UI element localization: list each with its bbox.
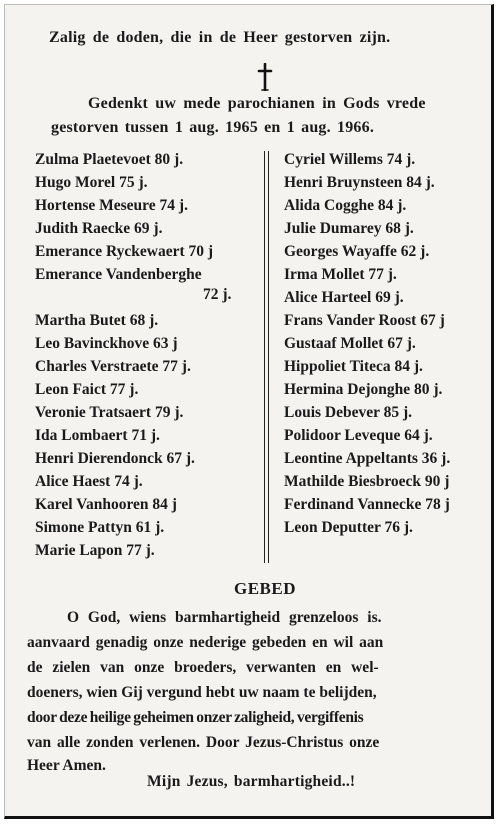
cross-icon [255,63,275,91]
list-item: Alice Haest 74 j. [35,473,143,490]
list-item: Charles Verstraete 77 j. [35,358,191,375]
prayer-line: Heer Amen. [27,757,106,774]
list-item: Henri Dierendonck 67 j. [35,450,195,467]
list-item: Cyriel Willems 74 j. [284,151,416,168]
memorial-card [4,4,494,819]
list-item: Leon Deputter 76 j. [284,519,413,536]
list-item: Hermina Dejonghe 80 j. [284,381,443,398]
list-item: Leo Bavinckhove 63 j [35,335,178,352]
intro-line: gestorven tussen 1 aug. 1965 en 1 aug. 1966. [51,119,375,136]
list-item: Leon Faict 77 j. [35,381,139,398]
list-item: Louis Debever 85 j. [284,404,413,421]
list-item: Zulma Plaetevoet 80 j. [35,151,184,168]
prayer-line: O God, wiens barmhartigheid grenzeloos is. [67,609,382,626]
heading: Zalig de doden, die in de Heer gestorven zijn. [49,29,391,46]
list-item: Gustaaf Mollet 67 j. [284,335,416,352]
closing-line: Mijn Jezus, barmhartigheid..! [147,773,356,790]
prayer-line: doeners, wien Gij vergund hebt uw naam te belijden, [27,684,377,701]
column-divider [264,151,265,563]
prayer-line: aanvaard genadig onze nederige gebeden en wil aan [27,634,384,651]
prayer-line: van alle zonden verlenen. Door Jezus-Christus onze [27,734,380,751]
list-item: Martha Butet 68 j. [35,312,159,329]
list-item: Hippoliet Titeca 84 j. [284,358,423,375]
prayer-line: de zielen van onze broeders, verwanten en wel- [27,659,379,676]
list-item: Ferdinand Vannecke 78 j [284,496,450,513]
list-item: Irma Mollet 77 j. [284,266,397,283]
list-item: Emerance Ryckewaert 70 j [35,243,214,260]
prayer-title: GEBED [234,579,297,598]
list-item: Mathilde Biesbroeck 90 j [284,473,450,490]
list-item: Ida Lombaert 71 j. [35,427,160,444]
list-item: Polidoor Leveque 64 j. [284,427,433,444]
list-item: Emerance Vandenberghe [35,266,202,283]
list-item: Simone Pattyn 61 j. [35,519,165,536]
list-item: Veronie Tratsaert 79 j. [35,404,184,421]
list-item: Henri Bruynsteen 84 j. [284,174,435,191]
list-item: Karel Vanhooren 84 j [35,496,177,513]
list-item: Alida Cogghe 84 j. [284,197,407,214]
list-item: Julie Dumarey 68 j. [284,220,414,237]
list-item: Hortense Meseure 74 j. [35,197,188,214]
intro-line: Gedenkt uw mede parochianen in Gods vrede [88,95,426,112]
list-item: Leontine Appeltants 36 j. [284,450,451,467]
list-item: Frans Vander Roost 67 j [284,312,445,329]
list-item-continuation: 72 j. [203,286,232,303]
list-item: Hugo Morel 75 j. [35,174,148,191]
prayer-line: door deze heilige geheimen onzer zaligheid, vergiffenis [27,709,364,726]
list-item: Judith Raecke 69 j. [35,220,163,237]
column-divider [268,151,269,563]
list-item: Alice Harteel 69 j. [284,289,404,306]
list-item: Marie Lapon 77 j. [35,542,155,559]
list-item: Georges Wayaffe 62 j. [284,243,430,260]
